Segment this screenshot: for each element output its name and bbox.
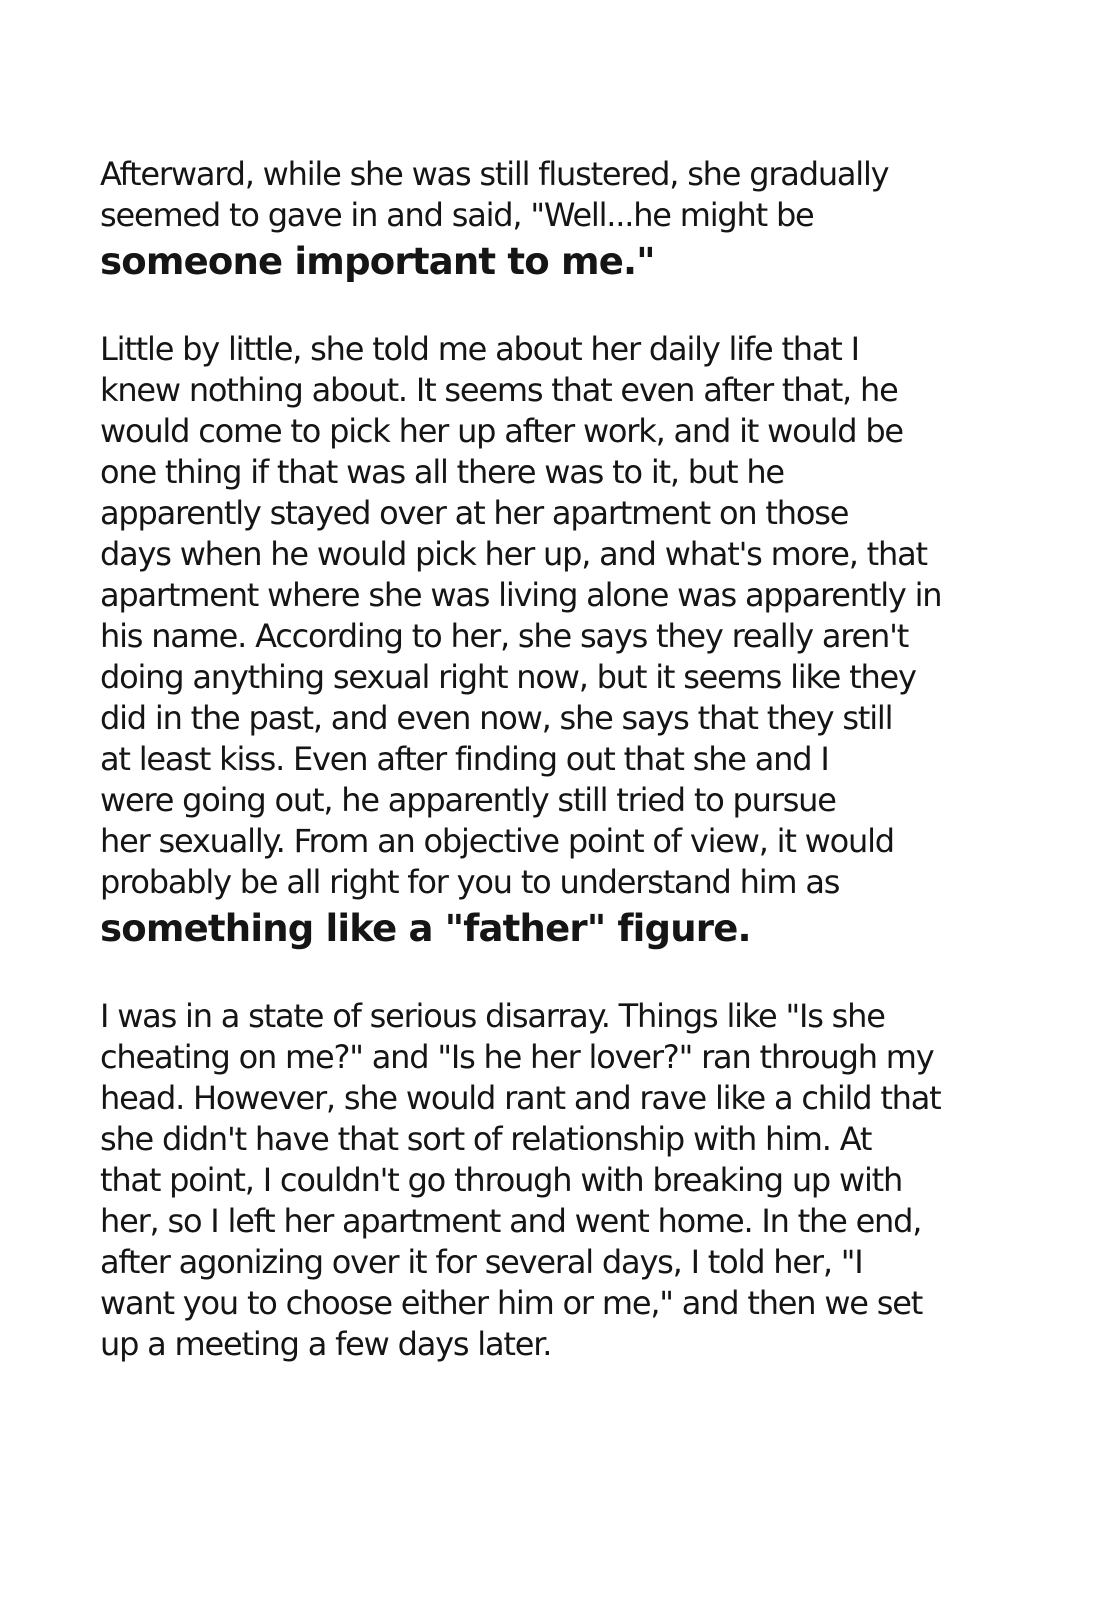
emphasized-line: someone important to me." [100, 240, 655, 283]
text-line: she didn't have that sort of relationship with him. At [100, 1120, 872, 1158]
text-line: were going out, he apparently still tried to pursue [100, 781, 836, 819]
text-line: apartment where she was living alone was apparently in [100, 576, 942, 614]
text-line: her, so I left her apartment and went home. In the end, [100, 1202, 922, 1240]
text-line: I was in a state of serious disarray. Things like "Is she [100, 997, 885, 1035]
text-line: after agonizing over it for several days, I told her, "I [100, 1243, 863, 1281]
text-line: his name. According to her, she says they really aren't [100, 617, 909, 655]
paragraph-1 [100, 154, 1000, 288]
text-line: seemed to gave in and said, "Well...he might be [100, 196, 814, 234]
text-line: cheating on me?" and "Is he her lover?" ran through my [100, 1038, 934, 1076]
text-line: doing anything sexual right now, but it seems like they [100, 658, 916, 696]
text-line: that point, I couldn't go through with breaking up with [100, 1161, 903, 1199]
paragraph-3 [100, 996, 1000, 1365]
text-line: Afterward, while she was still flustered, she gradually [100, 155, 889, 193]
text-line: want you to choose either him or me," and then we set [100, 1284, 923, 1322]
text-line: knew nothing about. It seems that even after that, he [100, 371, 898, 409]
text-line: at least kiss. Even after finding out that she and I [100, 740, 829, 778]
text-line: head. However, she would rant and rave like a child that [100, 1079, 941, 1117]
emphasized-line: something like a "father" figure. [100, 907, 751, 950]
text-line: did in the past, and even now, she says that they still [100, 699, 893, 737]
text-line: would come to pick her up after work, and it would be [100, 412, 903, 450]
text-line: probably be all right for you to understand him as [100, 863, 840, 901]
paragraph-2 [100, 329, 1000, 955]
text-line: days when he would pick her up, and what's more, that [100, 535, 927, 573]
text-line: Little by little, she told me about her daily life that I [100, 330, 859, 368]
text-line: her sexually. From an objective point of view, it would [100, 822, 894, 860]
text-line: up a meeting a few days later. [100, 1325, 552, 1363]
text-line: one thing if that was all there was to it, but he [100, 453, 784, 491]
text-line: apparently stayed over at her apartment on those [100, 494, 849, 532]
